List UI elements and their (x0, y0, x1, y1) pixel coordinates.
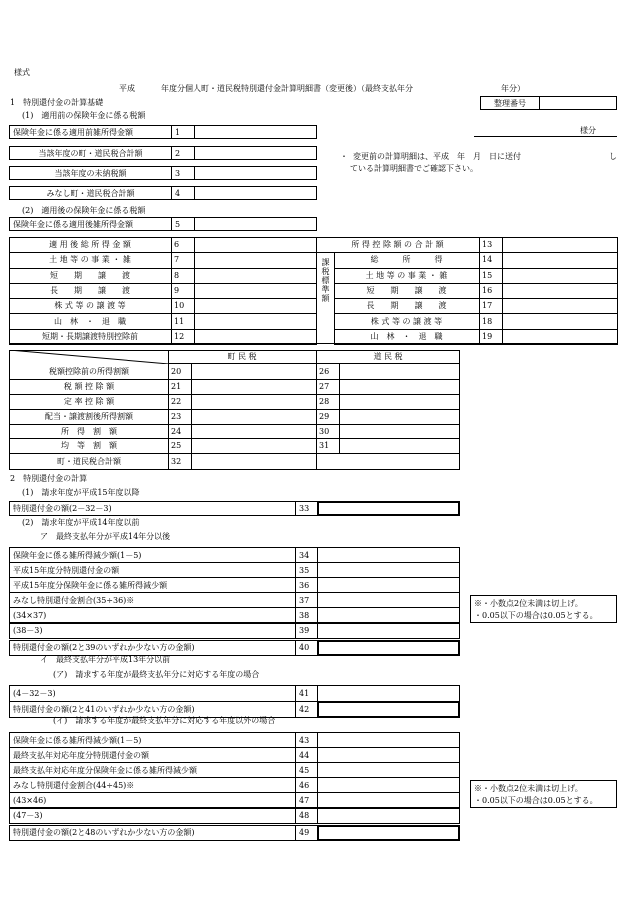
tax-pref-number: 30 (316, 424, 340, 440)
tax-town-field[interactable] (191, 394, 317, 410)
recipient-suffix: 様分 (580, 126, 596, 135)
calc-row-label: 平成15年度分保険年金に係る雑所得減少額 (9, 577, 296, 593)
tax-pref-number: 27 (316, 379, 340, 395)
tax-pref-field[interactable] (339, 379, 460, 395)
notice-bullet: ・ (340, 152, 348, 161)
taxable-value-field[interactable] (502, 329, 618, 345)
row-33-number: 33 (295, 501, 318, 516)
calc-row-field[interactable] (317, 623, 460, 639)
calc-row-field[interactable] (317, 640, 460, 656)
calc-row-label: 特別還付金の額(2と48のいずれか少ない方の金額) (9, 825, 296, 841)
row-value-field[interactable] (194, 186, 317, 200)
style-label: 様式 (14, 68, 30, 77)
calc-row-number: 36 (295, 577, 318, 593)
calc-row-number: 40 (295, 640, 318, 656)
era-label: 平成 (119, 84, 135, 93)
income-label: 適 用 後 総 所 得 金 額 (9, 237, 172, 253)
tax-pref-field[interactable] (339, 409, 460, 425)
taxable-number: 16 (479, 283, 503, 299)
income-value-field[interactable] (194, 268, 317, 284)
calc-row-number: 49 (295, 825, 318, 841)
calc-row-field[interactable] (317, 685, 460, 702)
income-number: 9 (171, 283, 195, 299)
row-label: 保険年金に係る適用後雑所得金額 (9, 217, 172, 231)
taxable-label: 長 期 譲 渡 (334, 298, 480, 314)
income-value-field[interactable] (194, 314, 317, 330)
row-value-field[interactable] (194, 166, 317, 180)
taxable-number: 19 (479, 329, 503, 345)
tax-town-number: 20 (168, 364, 192, 380)
calc-row-field[interactable] (317, 792, 460, 808)
calc-row-number: 42 (295, 701, 318, 718)
row-value-field[interactable] (194, 217, 317, 231)
tax-town-field[interactable] (191, 439, 317, 455)
row-label: 保険年金に係る適用前雑所得金額 (9, 125, 172, 139)
section1-sub1: (1) 適用前の保険年金に係る税額 (22, 111, 146, 120)
row-number: 1 (171, 125, 195, 139)
taxable-number: 15 (479, 268, 503, 284)
income-value-field[interactable] (194, 283, 317, 299)
calc-row-label: 最終支払年対応年度分特別還付金の額 (9, 747, 296, 763)
income-number: 8 (171, 268, 195, 284)
calc-row-number: 37 (295, 592, 318, 608)
tax-town-field[interactable] (191, 379, 317, 395)
tax-row-label: 税額控除前の所得割額 (9, 364, 169, 380)
row-number: 5 (171, 217, 195, 231)
reference-number-label: 整理番号 (480, 96, 540, 110)
tax-town-number: 24 (168, 424, 192, 440)
tax-row-label: 配当・譲渡割後所得割額 (9, 409, 169, 425)
calc-row-number: 38 (295, 607, 318, 623)
calc-row-field[interactable] (317, 701, 460, 718)
income-label: 長 期 譲 渡 (9, 283, 172, 299)
section2-title: 2 特別還付金の計算 (10, 474, 88, 483)
income-label: 短 期 譲 渡 (9, 268, 172, 284)
calc-row-field[interactable] (317, 562, 460, 578)
calc-row-field[interactable] (317, 577, 460, 593)
taxable-label: 土 地 等 の 事 業 ・ 雑 (334, 268, 480, 284)
calc-row-number: 45 (295, 762, 318, 778)
notice-line1: 変更前の計算明細は、平成 年 月 日に送付 (353, 152, 521, 161)
income-label: 山 林 ・ 退 職 (9, 314, 172, 330)
row-label: 当該年度の町・道民税合計額 (9, 146, 172, 160)
tax-pref-number: 29 (316, 409, 340, 425)
row-value-field[interactable] (194, 146, 317, 160)
note-1-line1: ※・小数点2位未満は切上げ。 (474, 599, 583, 608)
deduction-total-field[interactable] (502, 237, 618, 253)
reference-number-field[interactable] (539, 96, 617, 110)
tax-row-label: 均 等 割 額 (9, 439, 169, 455)
calc-row-label: 特別還付金の額(2と41のいずれか少ない方の金額) (9, 701, 296, 718)
taxable-value-field[interactable] (502, 314, 618, 330)
income-value-field[interactable] (194, 298, 317, 314)
tax-pref-field[interactable] (339, 394, 460, 410)
calc-row-field[interactable] (317, 732, 460, 748)
income-number: 11 (171, 314, 195, 330)
calc-row-number: 47 (295, 792, 318, 808)
income-value-field[interactable] (194, 237, 317, 253)
calc-row-number: 43 (295, 732, 318, 748)
calc-row-number: 48 (295, 808, 318, 824)
tax-town-field[interactable] (191, 364, 317, 380)
income-number: 7 (171, 252, 195, 268)
section2-subI: イ 最終支払年分が平成13年分以前 (40, 655, 171, 664)
calc-row-label: 保険年金に係る雑所得減少額(1－5) (9, 732, 296, 748)
row-value-field[interactable] (194, 125, 317, 139)
row-label: みなし町・道民税合計額 (9, 186, 172, 200)
calc-row-field[interactable] (317, 592, 460, 608)
calc-row-label: 保険年金に係る雑所得減少額(1－5) (9, 547, 296, 563)
calc-row-label: (4－32－3) (9, 685, 296, 702)
row-number: 3 (171, 166, 195, 180)
taxable-label: 総 所 得 (334, 252, 480, 268)
calc-row-label: みなし特別還付金割合(44÷45)※ (9, 777, 296, 793)
calc-row-number: 44 (295, 747, 318, 763)
deduction-total-label: 所 得 控 除 額 の 合 計 額 (316, 237, 480, 253)
calc-row-field[interactable] (317, 547, 460, 563)
tax-row-label: 定 率 控 除 額 (9, 394, 169, 410)
section2-sub1: (1) 請求年度が平成15年度以降 (22, 488, 140, 497)
tax-pref-number: 31 (316, 439, 340, 455)
section1-sub2: (2) 適用後の保険年金に係る税額 (22, 206, 146, 215)
row-33-label: 特別還付金の額(2－32－3) (9, 501, 296, 516)
taxable-number: 18 (479, 314, 503, 330)
taxable-label: 山 林 ・ 退 職 (334, 329, 480, 345)
tax-town-number: 23 (168, 409, 192, 425)
tax-total-field[interactable] (191, 453, 317, 470)
taxable-value-field[interactable] (502, 298, 618, 314)
taxable-label: 短 期 譲 渡 (334, 283, 480, 299)
calc-row-field[interactable] (317, 607, 460, 623)
taxable-value-field[interactable] (502, 283, 618, 299)
income-label: 土 地 等 の 事 業 ・ 雑 (9, 252, 172, 268)
section2-subIa: (ア) 請求する年度が最終支払年分に対応する年度の場合 (53, 670, 260, 679)
income-label: 株 式 等 の 譲 渡 等 (9, 298, 172, 314)
tax-pref-field[interactable] (339, 439, 460, 455)
form-title: 年度分個人町・道民税特別還付金計算明細書（変更後）（最終支払年分 (161, 84, 413, 93)
calc-row-number: 35 (295, 562, 318, 578)
note-1-line2: ・0.05以下の場合は0.05とする。 (474, 611, 598, 620)
calc-row-label: 特別還付金の額(2と39のいずれか少ない方の金額) (9, 640, 296, 656)
note-2-line1: ※・小数点2位未満は切上げ。 (474, 784, 583, 793)
col-town-tax: 町 民 税 (168, 350, 317, 364)
section2-subA: ア 最終支払年分が平成14年分以後 (40, 532, 171, 541)
calc-row-number: 41 (295, 685, 318, 702)
calc-row-field[interactable] (317, 825, 460, 841)
calc-row-number: 39 (295, 623, 318, 639)
taxable-number: 14 (479, 252, 503, 268)
income-label: 短期・長期譲渡特別控除前 (9, 329, 172, 345)
tax-pref-number: 26 (316, 364, 340, 380)
tax-town-number: 22 (168, 394, 192, 410)
income-value-field[interactable] (194, 252, 317, 268)
tax-row-label: 所 得 割 額 (9, 424, 169, 440)
calc-row-field[interactable] (317, 808, 460, 824)
note-box-2 (470, 780, 617, 808)
income-number: 12 (171, 329, 195, 345)
calc-row-label: (47－3) (9, 808, 296, 824)
calc-row-label: 最終支払年対応年度分保険年金に係る雑所得減少額 (9, 762, 296, 778)
calc-row-field[interactable] (317, 762, 460, 778)
row-number: 2 (171, 146, 195, 160)
taxable-value-field[interactable] (502, 268, 618, 284)
taxable-number: 17 (479, 298, 503, 314)
notice-line2: ている計算明細書でご確認下さい。 (350, 164, 478, 173)
recipient-line (474, 136, 617, 137)
income-value-field[interactable] (194, 329, 317, 345)
tax-town-field[interactable] (191, 409, 317, 425)
calc-row-label: 平成15年度分特別還付金の額 (9, 562, 296, 578)
tax-pref-field[interactable] (339, 364, 460, 380)
note-box-1 (470, 595, 617, 623)
tax-pref-field[interactable] (339, 424, 460, 440)
income-number: 10 (171, 298, 195, 314)
tax-total-label: 町・道民税合計額 (57, 457, 121, 467)
calc-row-number: 46 (295, 777, 318, 793)
taxable-value-field[interactable] (502, 252, 618, 268)
calc-row-label: (34×37) (9, 607, 296, 623)
section2-subIb: (イ) 請求する年度が最終支払年分に対応する年度以外の場合 (53, 716, 276, 725)
notice-line1-end: し (609, 152, 617, 161)
tax-pref-number: 28 (316, 394, 340, 410)
tax-town-number: 25 (168, 439, 192, 455)
tax-town-field[interactable] (191, 424, 317, 440)
header-diagonal (9, 350, 169, 364)
tax-row-label: 税 額 控 除 額 (9, 379, 169, 395)
row-label: 当該年度の未納税額 (9, 166, 172, 180)
calc-row-label: みなし特別還付金割合(35÷36)※ (9, 592, 296, 608)
calc-row-label: (43×46) (9, 792, 296, 808)
row-33-field[interactable] (317, 501, 460, 516)
income-number: 6 (171, 237, 195, 253)
tax-total-number: 32 (168, 453, 192, 470)
tax-town-number: 21 (168, 379, 192, 395)
taxable-label: 株 式 等 の 譲 渡 等 (334, 314, 480, 330)
col-pref-tax: 道 民 税 (316, 350, 460, 364)
row-number: 4 (171, 186, 195, 200)
note-2-line2: ・0.05以下の場合は0.05とする。 (474, 796, 598, 805)
section1-title: 1 特別還付金の計算基礎 (10, 98, 104, 107)
deduction-total-number: 13 (479, 237, 503, 253)
calc-row-label: (38－3) (9, 623, 296, 639)
taxable-standard-label: 課税標準額 (321, 258, 330, 303)
calc-row-field[interactable] (317, 777, 460, 793)
section2-sub2: (2) 請求年度が平成14年度以前 (22, 518, 140, 527)
calc-row-number: 34 (295, 547, 318, 563)
calc-row-field[interactable] (317, 747, 460, 763)
form-title-end: 年分） (501, 84, 525, 93)
